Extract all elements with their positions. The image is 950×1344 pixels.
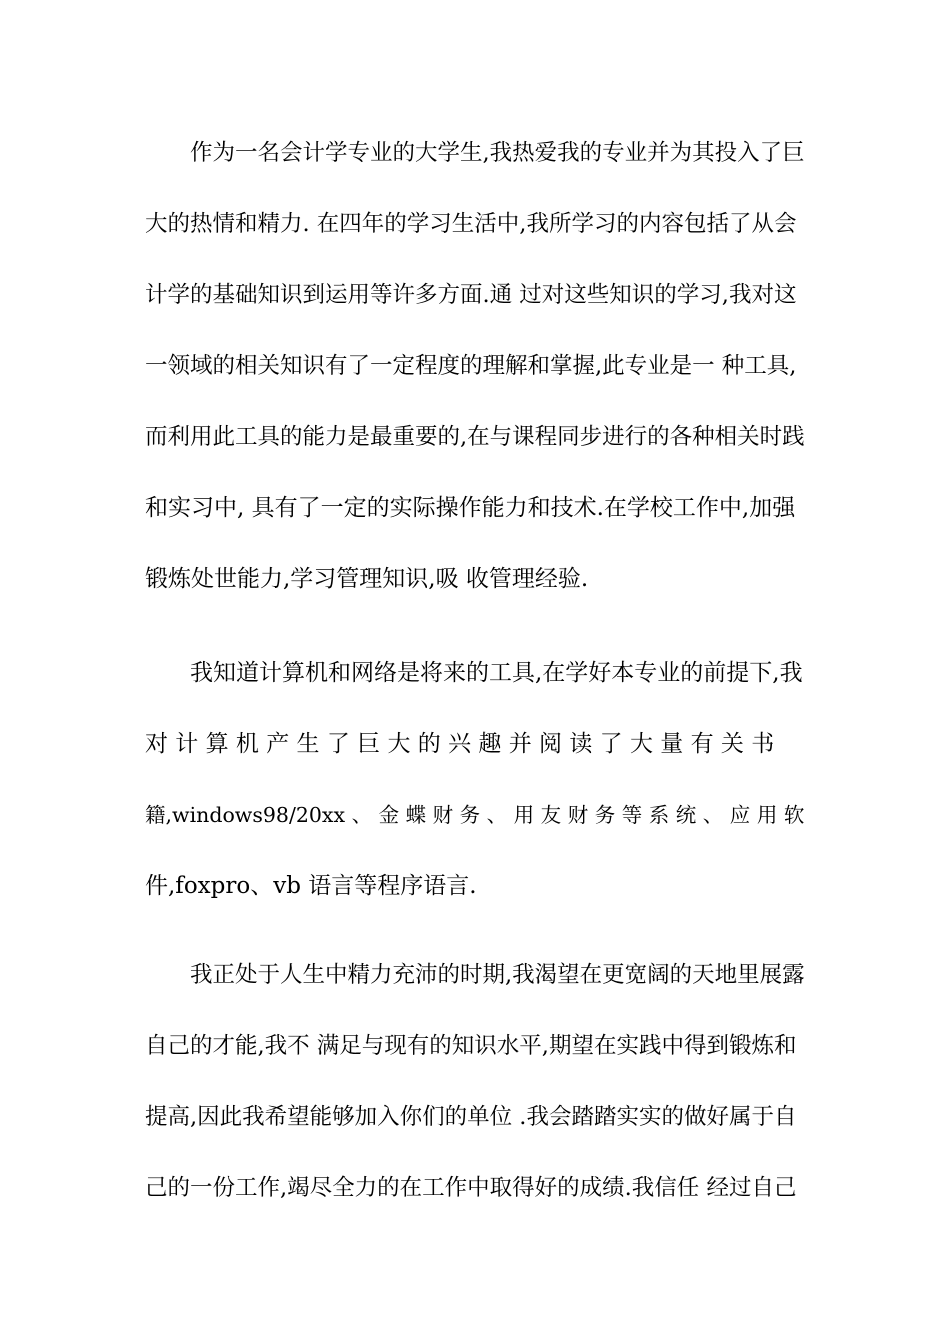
text-line: 大的热情和精力. 在四年的学习生活中,我所学习的内容包括了从会 <box>145 211 797 237</box>
text-line: 计学的基础知识到运用等许多方面.通 过对这些知识的学习,我对这 <box>145 282 797 308</box>
text-line: 籍,windows98/20xx 、 金 蝶 财 务 、 用 友 财 务 等 系 统 、 应 用 软 <box>145 803 805 827</box>
text-line: 自己的才能,我不 满足与现有的知识水平,期望在实践中得到锻炼和 <box>145 1033 797 1059</box>
text-line: 锻炼处世能力,学习管理知识,吸 收管理经验. <box>145 566 589 592</box>
text-line: 件,foxpro、vb 语言等程序语言. <box>145 873 477 899</box>
text-line: 提高,因此我希望能够加入你们的单位 .我会踏踏实实的做好属于自 <box>145 1104 797 1130</box>
text-line: 而利用此工具的能力是最重要的,在与课程同步进行的各种相关时践 <box>145 424 805 450</box>
text-line: 和实习中, 具有了一定的实际操作能力和技术.在学校工作中,加强 <box>145 495 796 521</box>
text-line: 我知道计算机和网络是将来的工具,在学好本专业的前提下,我 <box>190 660 803 686</box>
text-line: 一领域的相关知识有了一定程度的理解和掌握,此专业是一 种工具, <box>145 353 797 379</box>
text-line: 己的一份工作,竭尽全力的在工作中取得好的成绩.我信任 经过自己 <box>145 1175 797 1201</box>
text-line: 作为一名会计学专业的大学生,我热爱我的专业并为其投入了巨 <box>190 140 805 166</box>
text-line: 我正处于人生中精力充沛的时期,我渴望在更宽阔的天地里展露 <box>190 962 805 988</box>
text-line: 对 计 算 机 产 生 了 巨 大 的 兴 趣 并 阅 读 了 大 量 有 关 书 <box>145 731 775 757</box>
